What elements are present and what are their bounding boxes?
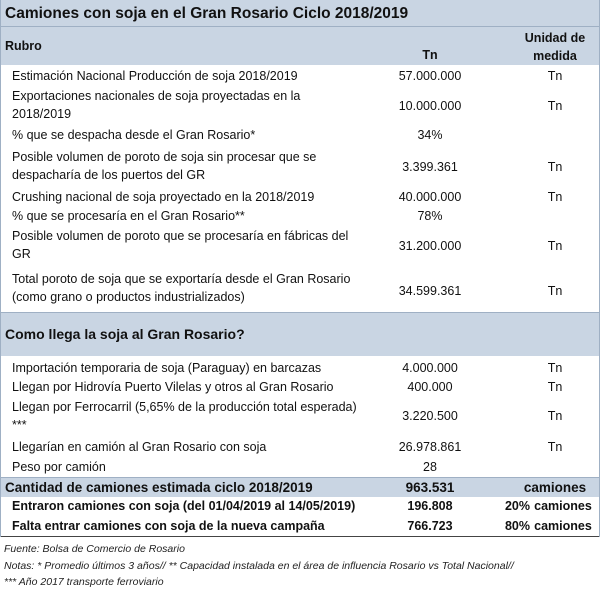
unit-header-line1: Unidad de xyxy=(524,31,586,45)
subtotal-value: 766.723 xyxy=(407,519,453,533)
row-label: % que se procesaría en el Gran Rosario** xyxy=(12,209,245,223)
row-value: 34.599.361 xyxy=(398,284,462,298)
section-title: Como llega la soja al Gran Rosario? xyxy=(5,326,245,342)
table-row xyxy=(0,359,600,377)
row-unit: Tn xyxy=(547,99,563,113)
row-unit: Tn xyxy=(547,440,563,454)
subtotal-label: Falta entrar camiones con soja de la nueva campaña xyxy=(12,519,325,533)
tn-header: Tn xyxy=(422,48,438,62)
table-row xyxy=(0,378,600,396)
table-row xyxy=(0,438,600,456)
row-label: Llegan por Ferrocarril (5,65% de la producción total esperada) *** xyxy=(12,400,357,432)
table-row xyxy=(0,67,600,85)
table-row xyxy=(0,398,600,436)
row-unit: Tn xyxy=(547,409,563,423)
subtotal-row xyxy=(0,497,600,517)
row-label: Llegan por Hidrovía Puerto Vilelas y otros al Gran Rosario xyxy=(12,380,334,394)
subtotal-row xyxy=(0,517,600,537)
section-header xyxy=(0,312,600,356)
source-note: Fuente: Bolsa de Comercio de Rosario xyxy=(4,543,185,555)
row-value: 10.000.000 xyxy=(398,99,462,113)
row-label: Importación temporaria de soja (Paraguay) en barcazas xyxy=(12,361,322,375)
row-label: Llegarían en camión al Gran Rosario con soja xyxy=(12,440,267,454)
table-row xyxy=(0,126,600,144)
row-label: Posible volumen de poroto de soja sin procesar que se despacharía de los puertos del GR xyxy=(12,150,317,182)
rubro-header: Rubro xyxy=(5,39,42,53)
row-value: 4.000.000 xyxy=(402,361,458,375)
row-value: 26.978.861 xyxy=(398,440,462,454)
row-unit: Tn xyxy=(547,284,563,298)
summary-label: Cantidad de camiones estimada ciclo 2018/2019 xyxy=(5,480,313,495)
row-unit: Tn xyxy=(547,160,563,174)
table-row xyxy=(0,270,600,308)
row-value: 57.000.000 xyxy=(398,69,462,83)
subtotal-percent: 20% xyxy=(504,499,530,513)
subtotal-unit: camiones xyxy=(534,499,592,513)
row-value: 40.000.000 xyxy=(398,190,462,204)
table-row xyxy=(0,148,600,186)
summary-value: 963.531 xyxy=(405,480,455,495)
subtotal-percent: 80% xyxy=(504,519,530,533)
table-row xyxy=(0,227,600,265)
row-value: 31.200.000 xyxy=(398,239,462,253)
row-label: Peso por camión xyxy=(12,460,106,474)
row-value: 34% xyxy=(417,128,443,142)
table-row xyxy=(0,458,600,476)
summary-row xyxy=(0,477,600,497)
row-unit: Tn xyxy=(547,69,563,83)
row-unit: Tn xyxy=(547,380,563,394)
row-value: 400.000 xyxy=(407,380,453,394)
row-label: Estimación Nacional Producción de soja 2018/2019 xyxy=(12,69,298,83)
row-value: 78% xyxy=(417,209,443,223)
row-value: 3.399.361 xyxy=(402,160,458,174)
row-label: Crushing nacional de soja proyectado en la 2018/2019 xyxy=(12,190,315,204)
table-row xyxy=(0,87,600,125)
row-label: Exportaciones nacionales de soja proyectadas en la 2018/2019 xyxy=(12,89,301,121)
subtotal-label: Entraron camiones con soja (del 01/04/2019 al 14/05/2019) xyxy=(12,499,356,513)
footnote: *** Año 2017 transporte ferroviario xyxy=(4,576,164,588)
table-row xyxy=(0,207,600,225)
row-label: % que se despacha desde el Gran Rosario* xyxy=(12,128,256,142)
row-unit: Tn xyxy=(547,239,563,253)
unit-header-line2: medida xyxy=(533,49,577,63)
row-unit: Tn xyxy=(547,190,563,204)
table-row xyxy=(0,188,600,206)
column-header xyxy=(0,27,600,65)
subtotal-unit: camiones xyxy=(534,519,592,533)
row-value: 28 xyxy=(423,460,437,474)
footnote: Notas: * Promedio últimos 3 años// ** Capacidad instalada en el área de influencia Rosario vs Total Nacional// xyxy=(4,560,514,572)
row-label: Posible volumen de poroto que se procesaría en fábricas del GR xyxy=(12,229,349,261)
summary-unit: camiones xyxy=(523,480,587,495)
row-unit: Tn xyxy=(547,361,563,375)
row-value: 3.220.500 xyxy=(402,409,458,423)
row-label: Total poroto de soja que se exportaría desde el Gran Rosario (como grano o productos industrializados) xyxy=(12,272,351,304)
table-title: Camiones con soja en el Gran Rosario Ciclo 2018/2019 xyxy=(0,0,600,27)
subtotal-value: 196.808 xyxy=(407,499,453,513)
unit-header xyxy=(512,29,598,65)
